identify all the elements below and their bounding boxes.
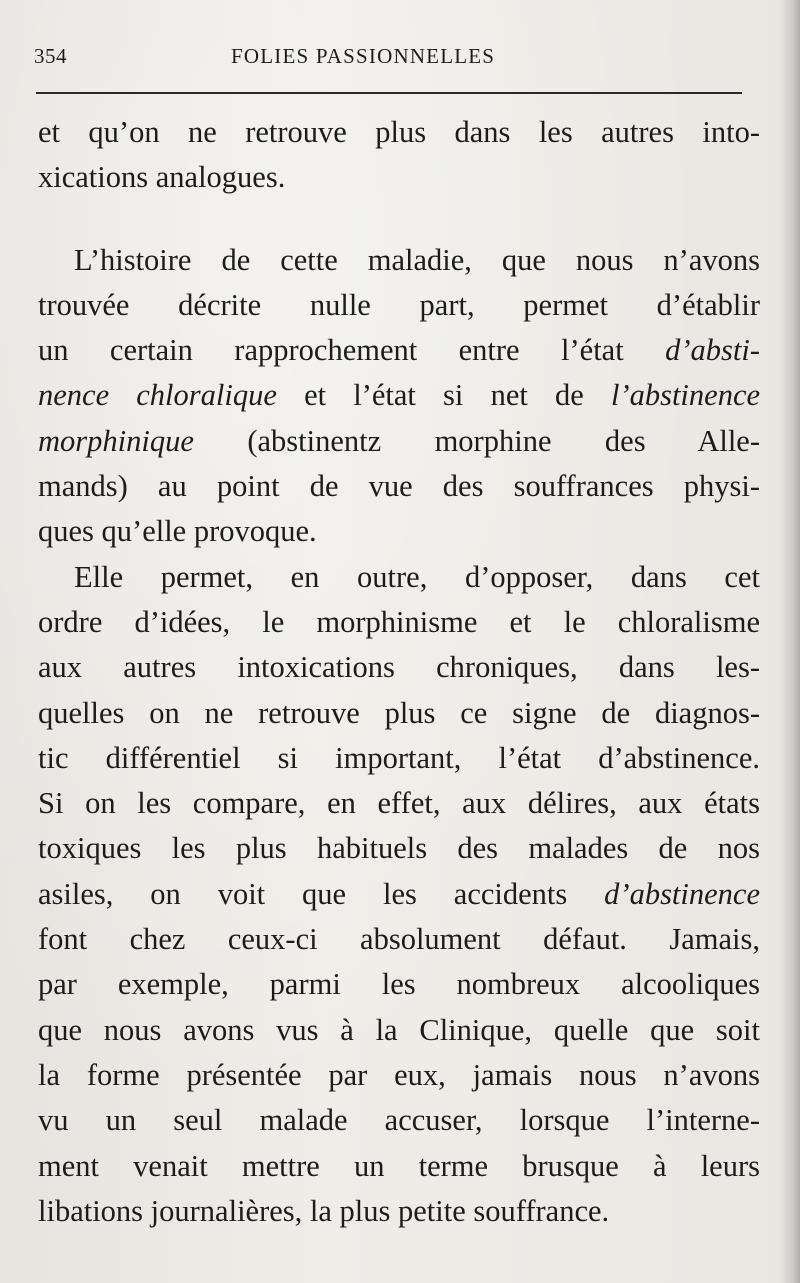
paragraph-gap: [38, 201, 760, 238]
paragraph-2: [38, 238, 760, 555]
running-title: FOLIES PASSIONNELLES: [231, 44, 496, 68]
text-line: [38, 872, 760, 917]
text-line: quelles on ne retrouve plus ce signe de diagnos-: [38, 695, 760, 730]
text-line: ques qu’elle provoque.: [38, 514, 317, 549]
text-line: trouvée décrite nulle part, permet d’établir: [38, 287, 760, 322]
text-line: libations journalières, la plus petite souffrance.: [38, 1193, 610, 1228]
text-line: la forme présentée par eux, jamais nous n’avons: [38, 1057, 760, 1092]
page-edge-shadow: [778, 0, 800, 1283]
body-text: [38, 110, 760, 1234]
page-header: [34, 40, 746, 80]
text-line: L’histoire de cette maladie, que nous n’avons: [74, 242, 760, 277]
italic-run: nence chloralique: [38, 378, 277, 413]
text-line: par exemple, parmi les nombreux alcooliques: [38, 967, 760, 1002]
italic-run: l’abstinence: [610, 378, 761, 413]
paragraph-1: [38, 110, 760, 201]
text-line: [38, 328, 760, 373]
text-line: tic différentiel si important, l’état d’abstinence.: [38, 740, 760, 775]
text-run: asiles, on voit que les accidents: [38, 876, 605, 911]
text-line: aux autres intoxications chroniques, dans les-: [38, 650, 760, 685]
text-run: et l’état si net de: [276, 378, 611, 413]
text-line: [38, 419, 760, 464]
text-line: que nous avons vus à la Clinique, quelle que soit: [38, 1012, 760, 1047]
text-line: [38, 373, 760, 418]
paragraph-3: [38, 555, 760, 1234]
page-number: 354: [34, 44, 67, 68]
text-line: ordre d’idées, le morphinisme et le chloralisme: [38, 604, 760, 639]
text-line: mands) au point de vue des souffrances physi-: [38, 469, 760, 504]
text-line: Elle permet, en outre, d’opposer, dans cet: [74, 559, 760, 594]
text-line: et qu’on ne retrouve plus dans les autres into-: [38, 115, 760, 149]
italic-run: d’abstinence: [604, 876, 760, 911]
text-line: Si on les compare, en effet, aux délires, aux états: [38, 786, 760, 821]
text-line: font chez ceux-ci absolument défaut. Jamais,: [38, 922, 760, 957]
text-run: un certain rapprochement entre l’état: [38, 333, 666, 368]
text-run: (abstinentz morphine des Alle-: [193, 423, 760, 458]
text-line: vu un seul malade accuser, lorsque l’interne-: [38, 1103, 760, 1138]
italic-run: morphinique: [38, 423, 194, 458]
text-line: ment venait mettre un terme brusque à leurs: [38, 1148, 760, 1183]
text-line: toxiques les plus habituels des malades de nos: [38, 831, 760, 866]
header-rule: [36, 92, 742, 94]
italic-run: d’absti-: [665, 333, 760, 368]
text-line: xications analogues.: [38, 160, 286, 195]
